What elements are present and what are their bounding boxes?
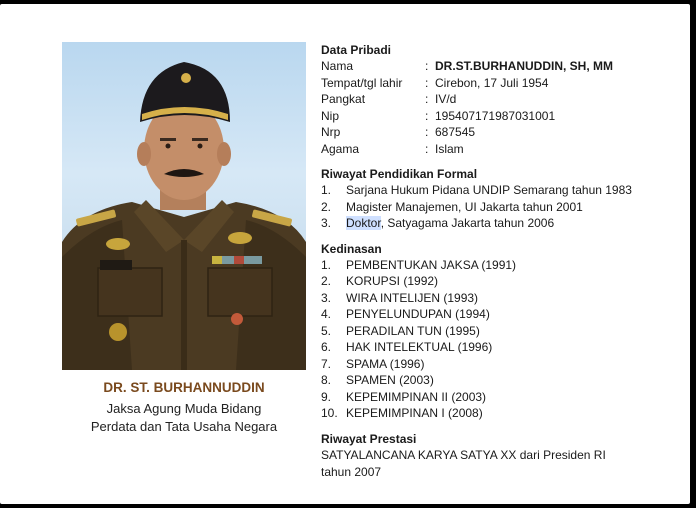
row-colon: : <box>425 75 429 90</box>
personal-row-agama <box>321 141 681 158</box>
item-text: KORUPSI (1992) <box>346 274 439 288</box>
item-number: 7. <box>321 356 332 371</box>
row-value: IV/d <box>435 92 457 106</box>
kedinasan-heading: Kedinasan <box>321 241 382 256</box>
pendidikan-heading: Riwayat Pendidikan Formal <box>321 167 478 181</box>
item-text: PEMBENTUKAN JAKSA (1991) <box>346 257 517 272</box>
item-number: 3. <box>321 216 332 230</box>
item-number: 9. <box>321 389 332 404</box>
row-key: Nama <box>321 59 354 73</box>
prestasi-line-2: tahun 2007 <box>321 464 382 479</box>
row-colon: : <box>425 59 429 73</box>
selected-text-highlight[interactable]: Doktor <box>346 216 381 230</box>
list-item <box>321 215 681 232</box>
item-number: 10. <box>321 406 338 420</box>
item-text: Magister Manajemen, UI Jakarta tahun 2001 <box>346 199 583 214</box>
item-text: KEPEMIMPINAN I (2008) <box>346 406 483 420</box>
row-key: Pangkat <box>321 92 366 106</box>
item-number: 2. <box>321 199 332 214</box>
item-number: 3. <box>321 290 332 305</box>
row-key: Agama <box>321 141 360 156</box>
list-item <box>321 372 681 389</box>
list-item <box>321 356 681 373</box>
row-colon: : <box>425 125 429 139</box>
row-value: 687545 <box>435 125 476 139</box>
list-item <box>321 257 681 274</box>
item-number: 8. <box>321 373 332 387</box>
prestasi-heading: Riwayat Prestasi <box>321 431 417 446</box>
list-item <box>321 323 681 340</box>
portrait-photo <box>62 42 306 370</box>
list-item <box>321 339 681 356</box>
row-key: Tempat/tgl lahir <box>321 75 403 90</box>
personal-row-nama <box>321 58 681 75</box>
item-text: WIRA INTELIJEN (1993) <box>346 290 479 305</box>
pendidikan-list <box>321 182 681 232</box>
item-text: HAK INTELEKTUAL (1996) <box>346 340 493 354</box>
data-pribadi-heading: Data Pribadi <box>321 43 392 57</box>
row-key: Nip <box>321 108 340 123</box>
list-item <box>321 389 681 406</box>
item-number: 1. <box>321 183 332 197</box>
item-number: 5. <box>321 323 332 338</box>
list-item <box>321 273 681 290</box>
list-item <box>321 182 681 199</box>
item-text: PENYELUNDUPAN (1994) <box>346 307 490 321</box>
item-number: 1. <box>321 257 332 272</box>
item-number: 4. <box>321 307 332 321</box>
position-line-1: Jaksa Agung Muda Bidang <box>106 401 262 416</box>
item-text: KEPEMIMPINAN II (2003) <box>346 389 487 404</box>
personal-row-pangkat <box>321 91 681 108</box>
row-value: 195407171987031001 <box>435 108 556 123</box>
personal-row-tempat-tgl-lahir <box>321 75 681 92</box>
profile-details <box>321 42 681 481</box>
item-text: PERADILAN TUN (1995) <box>346 323 480 338</box>
list-item <box>321 306 681 323</box>
item-text <box>346 215 681 232</box>
kedinasan-list <box>321 257 681 422</box>
item-text-rest: , Satyagama Jakarta tahun 2006 <box>380 216 555 230</box>
list-item <box>321 405 681 422</box>
item-number: 2. <box>321 274 332 288</box>
row-colon: : <box>425 141 429 156</box>
row-value: Islam <box>435 141 464 156</box>
person-name-caption: DR. ST. BURHANNUDDIN <box>103 380 265 395</box>
prestasi-line-1: SATYALANCANA KARYA SATYA XX dari Presiden RI <box>321 447 606 462</box>
personal-row-nrp <box>321 124 681 141</box>
row-value: Cirebon, 17 Juli 1954 <box>435 75 549 90</box>
item-number: 6. <box>321 340 332 354</box>
list-item <box>321 290 681 307</box>
row-colon: : <box>425 92 429 106</box>
personal-row-nip <box>321 108 681 125</box>
item-text: SPAMEN (2003) <box>346 373 434 387</box>
item-text: SPAMA (1996) <box>346 356 425 371</box>
row-key: Nrp <box>321 125 341 139</box>
portrait-illustration <box>62 42 306 370</box>
position-caption <box>62 400 306 436</box>
list-item <box>321 199 681 216</box>
profile-page <box>0 4 690 504</box>
row-value: DR.ST.BURHANUDDIN, SH, MM <box>435 59 613 73</box>
item-text: Sarjana Hukum Pidana UNDIP Semarang tahun 1983 <box>346 183 632 197</box>
position-line-2: Perdata dan Tata Usaha Negara <box>90 419 278 434</box>
row-colon: : <box>425 108 429 123</box>
